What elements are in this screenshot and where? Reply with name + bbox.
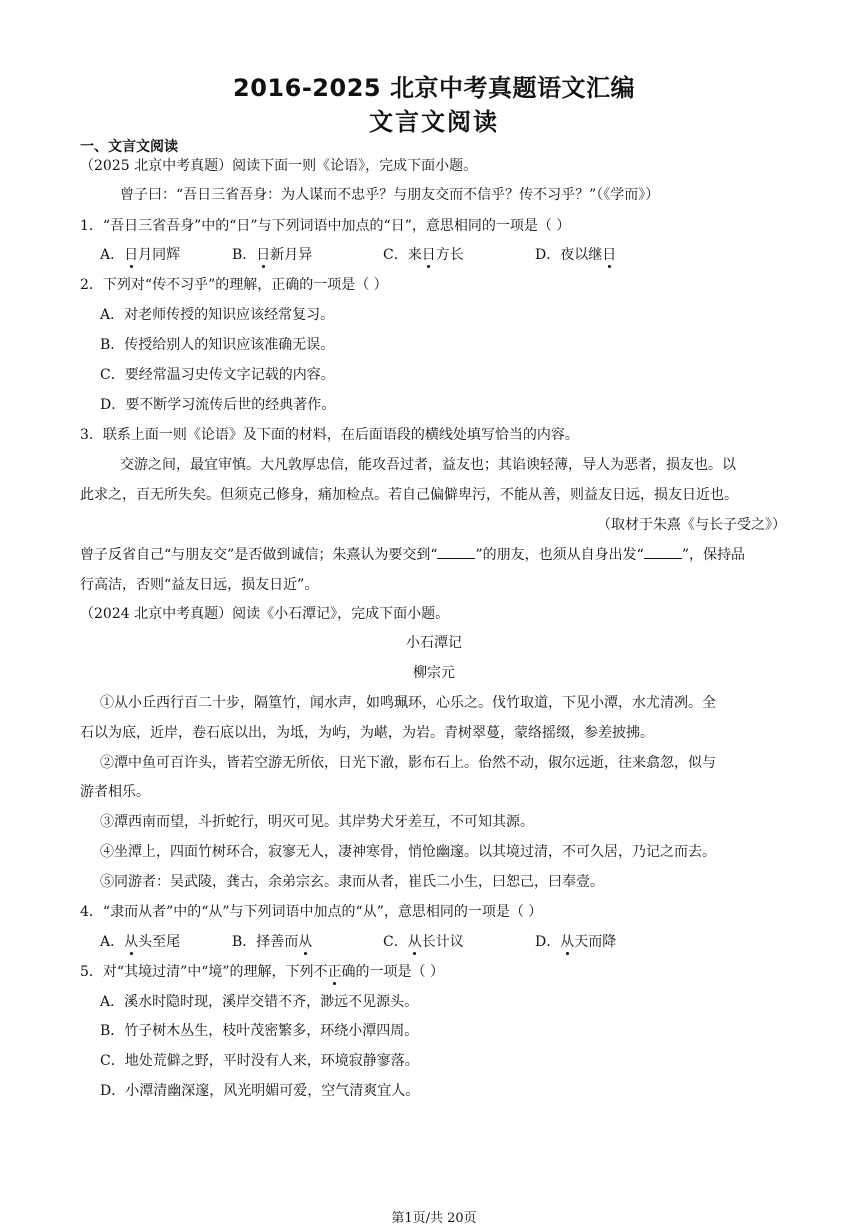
emphasis-dot-char: 日 [602, 247, 617, 263]
question-4-option-d: D．从天而降 [535, 934, 617, 950]
question-3-answer-line-2: 行高洁，否则“益友日远，损友日近”。 [80, 577, 319, 593]
question-2-option-a: A．对老师传授的知识应该经常复习。 [100, 307, 335, 323]
page-number-footer: 第1页/共 20页 [391, 1211, 477, 1226]
question-1-option-b: B．日新月异 [232, 247, 313, 263]
question-2-option-b: B．传授给别人的知识应该准确无误。 [100, 337, 335, 353]
question-2-option-c: C．要经常温习史传文字记载的内容。 [100, 367, 335, 383]
emphasis-dot-char: 从 [298, 934, 313, 950]
lunyu-quote: 曾子曰：“吾日三省吾身：为人谋而不忠乎？与朋友交而不信乎？传不习乎？”（《学而》） [120, 187, 660, 203]
essay-paragraph-2-line-2: 游者相乐。 [80, 784, 150, 800]
emphasis-dot-char: 从 [407, 934, 422, 950]
question-5-option-a: A．溪水时隐时现，溪岸交错不齐，渺远不见源头。 [100, 994, 419, 1010]
emphasis-dot-char: 日 [124, 247, 139, 263]
document-title: 2016-2025 北京中考真题语文汇编 [233, 74, 635, 102]
question-2-stem: 2．下列对“传不习乎”的理解，正确的一项是（ ） [80, 277, 388, 293]
material-line-2: 此求之，百无所失矣。但须克己修身，痛加检点。若自己偏僻卑污，不能从善，则益友日远，损友日近也。 [80, 487, 738, 503]
essay-paragraph-1-line-2: 石以为底，近岸，卷石底以出，为坻，为屿，为嵁，为岩。青树翠蔓，蒙络摇缀，参差披拂。 [80, 725, 654, 741]
material-source: （取材于朱熹《与长子受之》） [597, 517, 786, 533]
question-2-option-d: D．要不断学习流传后世的经典著作。 [100, 397, 336, 413]
essay-author: 柳宗元 [413, 665, 455, 681]
question-1-option-c: C．来日方长 [383, 247, 464, 263]
question-5-option-d: D．小潭清幽深邃，风光明媚可爱，空气清爽宜人。 [100, 1083, 420, 1099]
question-5-stem: 5．对“其境过清”中“境”的理解，下列不正确的一项是（ ） [80, 964, 444, 980]
emphasis-dot-char: 从 [560, 934, 575, 950]
question-1-option-d: D．夜以继日 [535, 247, 617, 263]
section-heading: 一、文言文阅读 [80, 139, 178, 155]
emphasis-dot-char: 正 [327, 964, 342, 980]
question-3-stem: 3．联系上面一则《论语》及下面的材料，在后面语段的横线处填写恰当的内容。 [80, 427, 579, 443]
question-3-answer-line-1: 曾子反省自己“与朋友交”是否做到诚信；朱熹认为要交到“ ”的朋友，也须从自身出发“ ”，保持品 [80, 547, 745, 563]
question-4-option-b: B．择善而从 [232, 934, 313, 950]
essay-paragraph-5: ⑤同游者：吴武陵，龚古，余弟宗玄。隶而从者，崔氏二小生，曰恕己，曰奉壹。 [100, 874, 604, 890]
essay-paragraph-3: ③潭西南而望，斗折蛇行，明灭可见。其岸势犬牙差互，不可知其源。 [100, 814, 534, 830]
essay-title: 小石潭记 [406, 635, 462, 651]
answer-blank-2[interactable] [644, 546, 682, 559]
question-4-option-c: C．从长计议 [383, 934, 464, 950]
question-5-option-c: C．地处荒僻之野，平时没有人来，环境寂静寥落。 [100, 1053, 419, 1069]
question-5-option-b: B．竹子树木丛生，枝叶茂密繁多，环绕小潭四周。 [100, 1023, 419, 1039]
question-4-stem: 4．“隶而从者”中的“从”与下列词语中加点的“从”，意思相同的一项是（ ） [80, 904, 543, 920]
question-4-option-a: A．从头至尾 [100, 934, 181, 950]
emphasis-dot-char: 从 [124, 934, 139, 950]
emphasis-dot-char: 日 [421, 247, 436, 263]
material-line-1: 交游之间，最宜审慎。大凡敦厚忠信，能攻吾过者，益友也；其谄谀轻薄，导人为恶者，损友也。以 [120, 457, 736, 473]
part-2024-intro: （2024 北京中考真题）阅读《小石潭记》，完成下面小题。 [80, 606, 450, 622]
emphasis-dot-char: 日 [256, 247, 271, 263]
question-1-option-a: A．日月同辉 [100, 247, 181, 263]
essay-paragraph-1-line-1: ①从小丘西行百二十步，隔篁竹，闻水声，如鸣珮环，心乐之。伐竹取道，下见小潭，水尤清冽。全 [100, 695, 716, 711]
essay-paragraph-4: ④坐潭上，四面竹树环合，寂寥无人，凄神寒骨，悄怆幽邃。以其境过清，不可久居，乃记之而去。 [100, 844, 716, 860]
question-1-stem: 1．“吾日三省吾身”中的“日”与下列词语中加点的“日”，意思相同的一项是（ ） [80, 218, 571, 234]
essay-paragraph-2-line-1: ②潭中鱼可百许头，皆若空游无所依，日光下澈，影布石上。佁然不动，俶尔远逝，往来翕忽，似与 [100, 755, 716, 771]
part-2025-intro: （2025 北京中考真题）阅读下面一则《论语》，完成下面小题。 [80, 158, 478, 174]
answer-blank-1[interactable] [437, 546, 475, 559]
document-subtitle: 文言文阅读 [369, 108, 499, 136]
